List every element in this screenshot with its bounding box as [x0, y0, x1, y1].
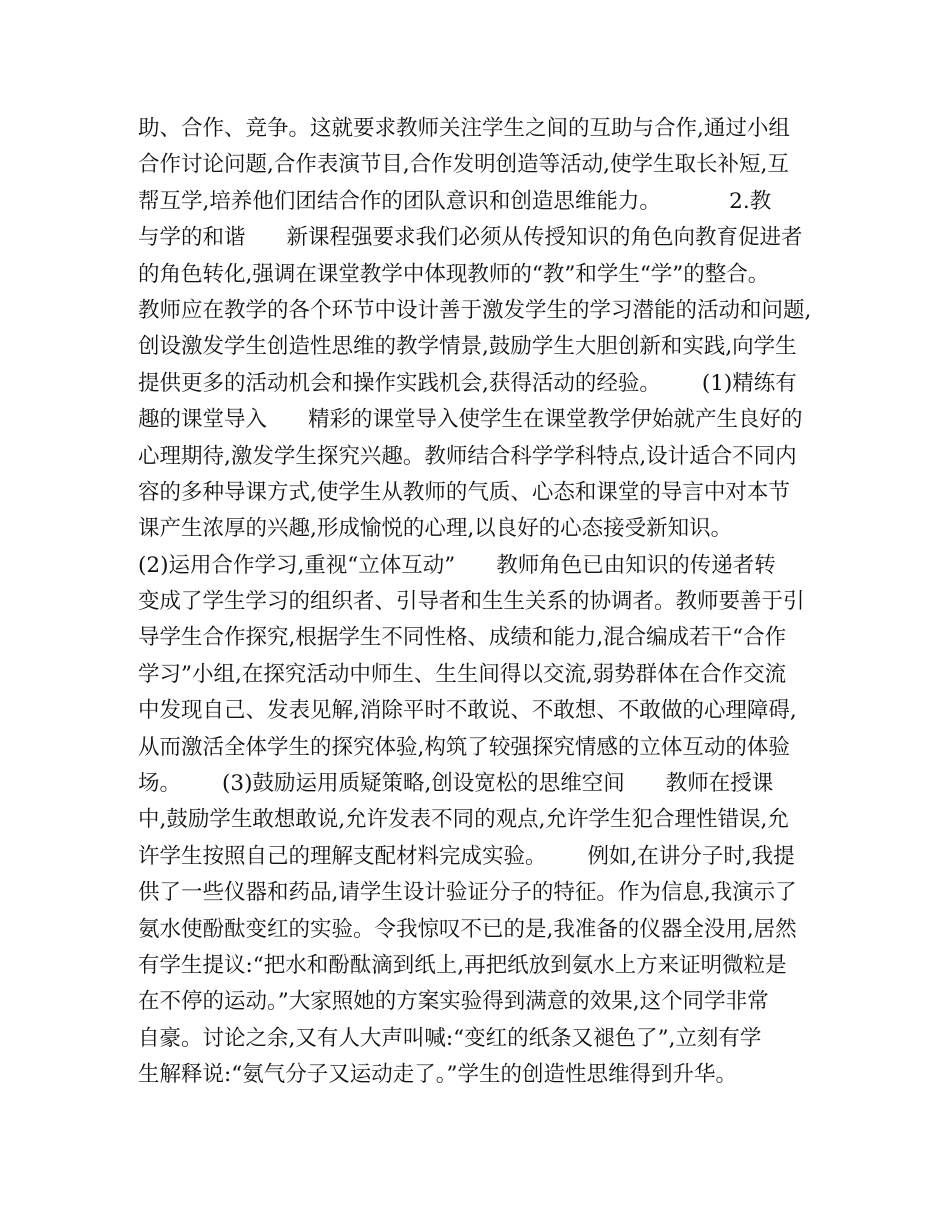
text-line: 的角色转化,强调在课堂教学中体现教师的“教”和学生“学”的整合。 — [138, 261, 770, 287]
text-line: 自豪。讨论之余,又有人大声叫喊:“变红的纸条又褪色了”,立刻有学 — [138, 1025, 762, 1051]
text-line: 供了一些仪器和药品,请学生设计验证分子的特征。作为信息,我演示了 — [138, 880, 797, 906]
text-line: 从而激活全体学生的探究体验,构筑了较强探究情感的立体互动的体验 — [138, 734, 790, 760]
text-line: 助、合作、竞争。这就要求教师关注学生之间的互助与合作,通过小组 — [138, 116, 790, 141]
body-text — [138, 111, 820, 1094]
text-line: 帮互学,培养他们团结合作的团队意识和创造思维能力。 2.教 — [138, 188, 772, 214]
text-line: 有学生提议:“把水和酚酞滴到纸上,再把纸放到氨水上方来证明微粒是 — [138, 952, 787, 978]
text-line: 教师应在教学的各个环节中设计善于激发学生的学习潜能的活动和问题, — [138, 297, 812, 323]
text-line: 提供更多的活动机会和操作实践机会,获得活动的经验。 (1)精练有 — [138, 370, 797, 396]
text-line: 场。 (3)鼓励运用质疑策略,创设宽松的思维空间 教师在授课 — [138, 771, 774, 797]
text-line: 许学生按照自己的理解支配材料完成实验。 例如,在讲分子时,我提 — [138, 843, 795, 869]
text-line: 容的多种导课方式,使学生从教师的气质、心态和课堂的导言中对本节 — [138, 479, 790, 505]
text-line: 在不停的运动。”大家照她的方案实验得到满意的效果,这个同学非常 — [138, 989, 769, 1015]
text-line: 课产生浓厚的兴趣,形成愉悦的心理,以良好的心态接受新知识。 — [138, 516, 733, 542]
text-line: 导学生合作探究,根据学生不同性格、成绩和能力,混合编成若干“合作 — [138, 625, 787, 651]
text-line: 生解释说:“氨气分子又运动走了。”学生的创造性思维得到升华。 — [138, 1062, 737, 1088]
text-line: 变成了学生学习的组织者、引导者和生生关系的协调者。教师要善于引 — [138, 589, 805, 615]
text-line: 与学的和谐 新课程强要求我们必须从传授知识的角色向教育促进者 — [138, 225, 803, 251]
text-line: 合作讨论问题,合作表演节目,合作发明创造等活动,使学生取长补短,互 — [138, 152, 789, 178]
text-line: 氨水使酚酞变红的实验。令我惊叹不已的是,我准备的仪器全没用,居然 — [138, 916, 797, 942]
text-line: 中,鼓励学生敢想敢说,允许发表不同的观点,允许学生犯合理性错误,允 — [138, 807, 789, 833]
text-line: 中发现自己、发表见解,消除平时不敢说、不敢想、不敢做的心理障碍, — [138, 698, 797, 724]
text-line: 创设激发学生创造性思维的教学情景,鼓励学生大胆创新和实践,向学生 — [138, 334, 797, 360]
text-line: 趣的课堂导入 精彩的课堂导入使学生在课堂教学伊始就产生良好的 — [138, 407, 803, 433]
text-line: (2)运用合作学习,重视“立体互动” 教师角色已由知识的传递者转 — [138, 552, 776, 578]
text-line: 心理期待,激发学生探究兴趣。教师结合科学学科特点,设计适合不同内 — [138, 443, 797, 469]
text-line: 学习”小组,在探究活动中师生、生生间得以交流,弱势群体在合作交流 — [138, 661, 787, 687]
